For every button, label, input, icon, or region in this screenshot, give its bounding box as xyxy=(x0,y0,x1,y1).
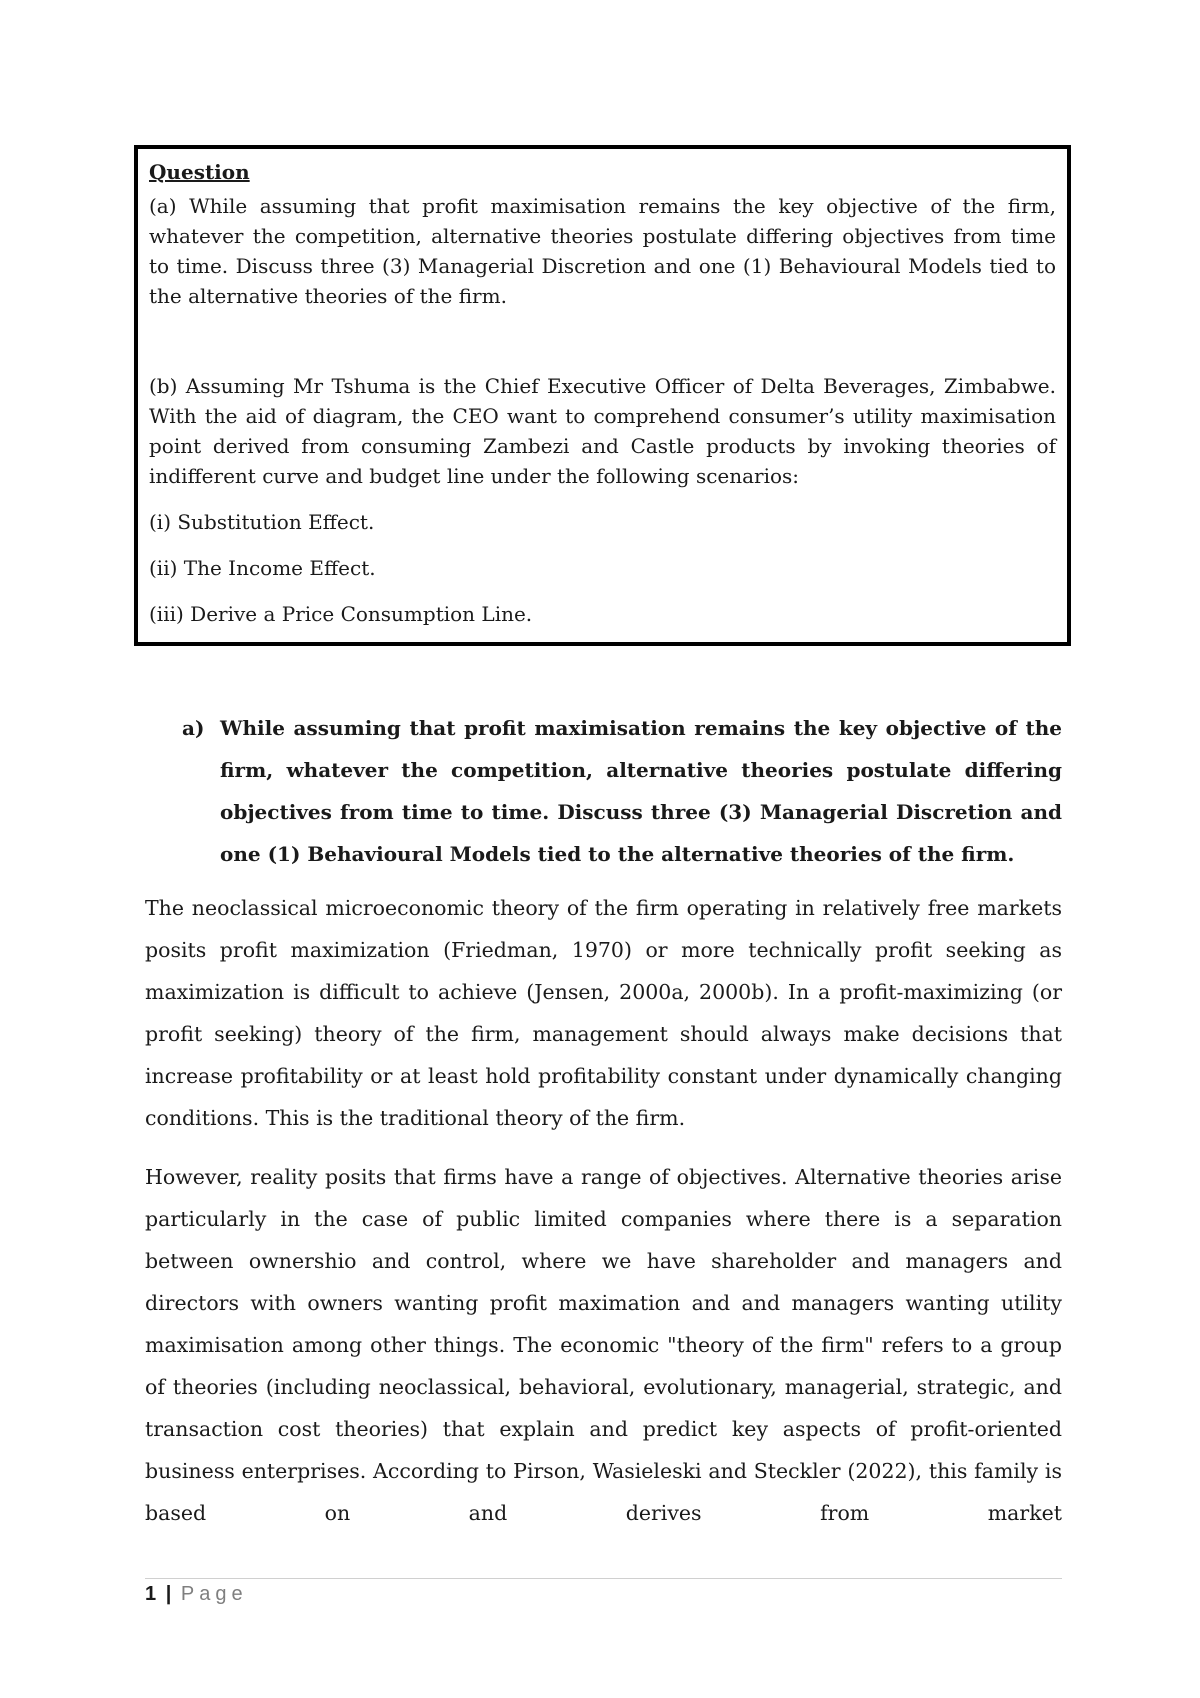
question-title: Question xyxy=(149,160,250,184)
question-part-b: (b) Assuming Mr Tshuma is the Chief Executive Officer of Delta Beverages, Zimbabwe. With the aid of diagram, the CEO want to comprehend consumer’s utility maximisation point derived from consuming Zambezi and Castle products by invoking theories of indifferent curve and budget line under the following scenarios: xyxy=(149,374,1056,488)
body-paragraph-1: The neoclassical microeconomic theory of the firm operating in relatively free markets posits profit maximization (Friedman, 1970) or more technically profit seeking as maximization is difficult to achieve (Jensen, 2000a, 2000b). In a profit-maximizing (or profit seeking) theory of the firm, management should always make decisions that increase profitability or at least hold profitability constant under dynamically changing conditions. This is the traditional theory of the firm. xyxy=(145,896,1062,1130)
body-paragraph-2: However, reality posits that firms have a range of objectives. Alternative theories arise particularly in the case of public limited companies where there is a separation between ownershio and control, where we have shareholder and managers and directors with owners wanting profit maximation and and managers wanting utility maximisation among other things. The economic "theory of the firm" refers to a group of theories (including neoclassical, behavioral, evolutionary, managerial, strategic, and transaction cost theories) that explain and predict key aspects of profit-oriented business enterprises. According to Pirson, Wasieleski and Steckler (2022), this family is based on and derives from market xyxy=(145,1165,1062,1525)
question-box xyxy=(134,145,1071,646)
footer-separator: | xyxy=(165,1583,172,1605)
page-footer xyxy=(145,1583,248,1606)
answer-heading xyxy=(182,707,1062,875)
question-item-price-consumption: (iii) Derive a Price Consumption Line. xyxy=(149,602,533,626)
answer-heading-marker: a) xyxy=(182,716,205,740)
question-part-a: (a) While assuming that profit maximisation remains the key objective of the firm, whatever the competition, alternative theories postulate differing objectives from time to time. Discuss three (3) Managerial Discretion and one (1) Behavioural Models tied to the alternative theories of the firm. xyxy=(149,194,1056,308)
question-item-income: (ii) The Income Effect. xyxy=(149,556,376,580)
page-label: Page xyxy=(180,1583,248,1605)
page-number: 1 xyxy=(145,1583,157,1605)
footer-divider xyxy=(145,1578,1062,1579)
answer-heading-text: While assuming that profit maximisation remains the key objective of the firm, whatever the competition, alternative theories postulate differing objectives from time to time. Discuss three (3) Managerial Discretion and one (1) Behavioural Models tied to the alternative theories of the firm. xyxy=(220,716,1062,866)
question-item-substitution: (i) Substitution Effect. xyxy=(149,510,375,534)
